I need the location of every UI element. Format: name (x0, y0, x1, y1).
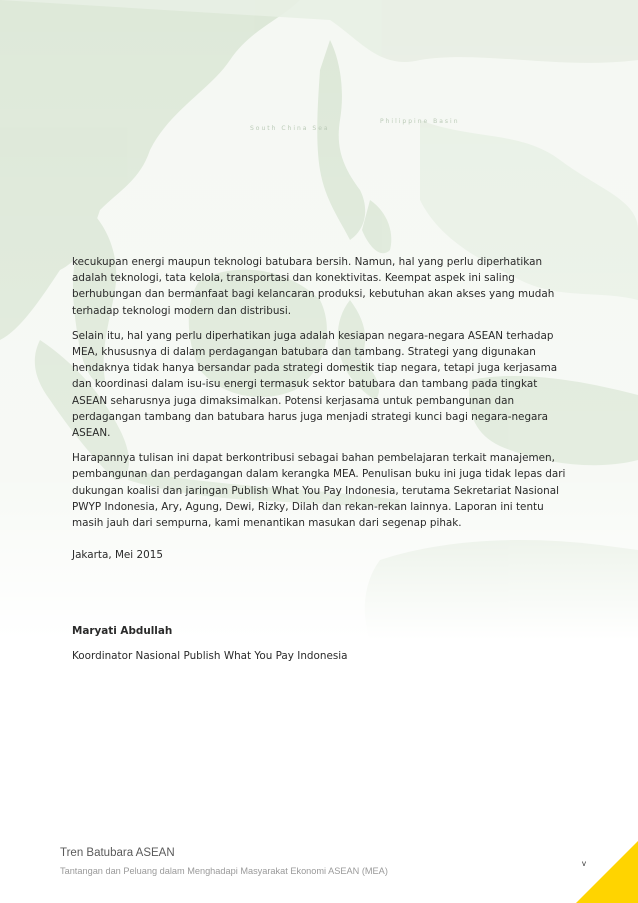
signatory-role: Koordinator Nasional Publish What You Pay Indonesia (72, 650, 348, 662)
paragraph: kecukupan energi maupun teknologi batubara bersih. Namun, hal yang perlu diperhatikan adalah teknologi, tata kelola, transportasi dan konektivitas. Keempat aspek ini saling berhubungan dan bermanfaat bagi kelancaran produksi, kebutuhan akan akses yang mudah terhadap teknologi modern dan distribusi. (72, 256, 555, 317)
paragraph: Harapannya tulisan ini dapat berkontribusi sebagai bahan pembelajaran terkait manajemen, pembangunan dan perdagangan dalam kerangka MEA. Penulisan buku ini juga tidak lepas dari dukungan koalisi dan jaringan Publish What You Pay Indonesia, terutama Sekretariat Nasional PWYP Indonesia, Ary, Agung, Dewi, Rizky, Dilah dan rekan-rekan lainnya. Laporan ini tentu masih jauh dari sempurna, kami menantikan masukan dari segenap pihak. (72, 452, 566, 530)
place-date: Jakarta, Mei 2015 (72, 549, 163, 561)
corner-accent (576, 841, 638, 903)
footer-subtitle: Tantangan dan Peluang dalam Menghadapi Masyarakat Ekonomi ASEAN (MEA) (60, 866, 388, 876)
page-number: v (582, 859, 586, 868)
body-text (72, 254, 567, 540)
signatory-name: Maryati Abdullah (72, 625, 173, 637)
paragraph: Selain itu, hal yang perlu diperhatikan juga adalah kesiapan negara-negara ASEAN terhadap MEA, khususnya di dalam perdagangan batubara dan tambang. Strategi yang digunakan hendaknya tidak hanya bersandar pada strategi domestik tiap negara, tetapi juga kerjasama dan koordinasi dalam isu-isu energi termasuk sektor batubara dan tambang pada tingkat ASEAN seharusnya juga dimaksimalkan. Potensi kerjasama untuk pembangunan dan perdagangan tambang dan batubara harus juga menjadi strategi kunci bagi negara-negara ASEAN. (72, 329, 558, 440)
footer-title: Tren Batubara ASEAN (60, 847, 175, 859)
corner-triangle (576, 841, 638, 903)
